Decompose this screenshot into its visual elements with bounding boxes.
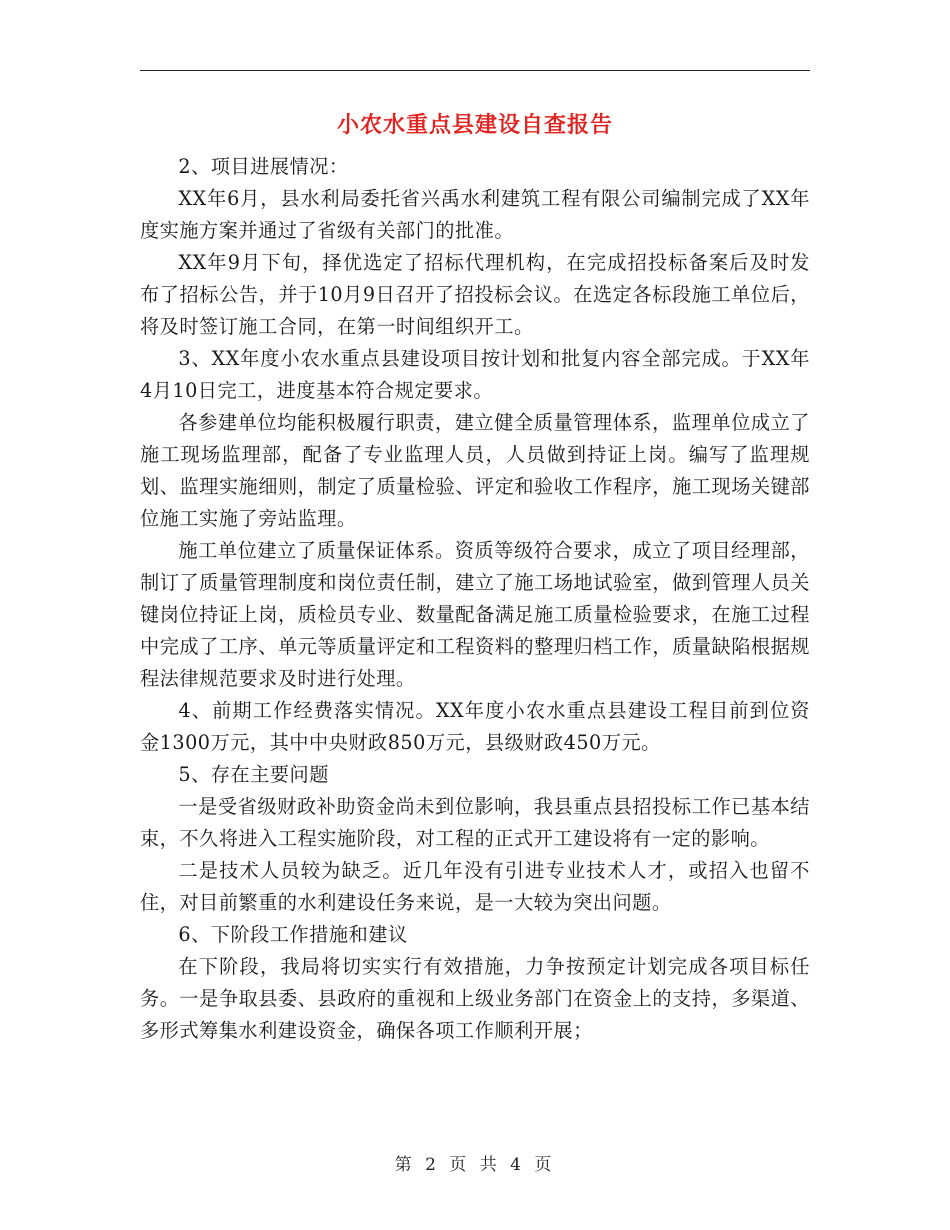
paragraph: XX年9月下旬，择优选定了招标代理机构，在完成招投标备案后及时发布了招标公告，并于10月9日召开了招投标会议。在选定各标段施工单位后，将及时签订施工合同，在第一时间组织开工。: [140, 251, 810, 338]
paragraph: 各参建单位均能积极履行职责，建立健全质量管理体系，监理单位成立了施工现场监理部，配备了专业监理人员，人员做到持证上岗。编写了监理规划、监理实施细则，制定了质量检验、评定和验收工作程序，施工现场关键部位施工实施了旁站监理。: [140, 411, 810, 530]
document-body: [140, 151, 810, 1047]
paragraph-project-progress-heading: 2、项目进展情况：: [178, 155, 349, 178]
paragraph-issues-heading: 5、存在主要问题: [178, 763, 329, 786]
paragraph-next-steps-heading: 6、下阶段工作措施和建议: [178, 923, 408, 946]
paragraph: XX年6月，县水利局委托省兴禹水利建筑工程有限公司编制完成了XX年度实施方案并通过了省级有关部门的批准。: [140, 187, 810, 242]
paragraph: 4、前期工作经费落实情况。XX年度小农水重点县建设工程目前到位资金1300万元，其中中央财政850万元，县级财政450万元。: [140, 699, 810, 754]
paragraph: 一是受省级财政补助资金尚未到位影响，我县重点县招投标工作已基本结束，不久将进入工程实施阶段，对工程的正式开工建设将有一定的影响。: [140, 795, 810, 850]
paragraph: 在下阶段，我局将切实实行有效措施，力争按预定计划完成各项目标任务。一是争取县委、县政府的重视和上级业务部门在资金上的支持，多渠道、多形式筹集水利建设资金，确保各项工作顺利开展；: [140, 955, 810, 1042]
page-number: 第 2 页 共 4 页: [394, 1155, 556, 1175]
paragraph: 二是技术人员较为缺乏。近几年没有引进专业技术人才，或招入也留不住，对目前繁重的水利建设任务来说，是一大较为突出问题。: [140, 859, 810, 914]
document-title: 小农水重点县建设自查报告: [336, 112, 613, 138]
paragraph: 施工单位建立了质量保证体系。资质等级符合要求，成立了项目经理部，制订了质量管理制度和岗位责任制，建立了施工场地试验室，做到管理人员关键岗位持证上岗，质检员专业、数量配备满足施工质量检验要求，在施工过程中完成了工序、单元等质量评定和工程资料的整理归档工作，质量缺陷根据规程法律规范要求及时进行处理。: [140, 539, 810, 690]
paragraph: 3、XX年度小农水重点县建设项目按计划和批复内容全部完成。于XX年4月10日完工，进度基本符合规定要求。: [140, 347, 810, 402]
header-rule: [140, 70, 810, 71]
